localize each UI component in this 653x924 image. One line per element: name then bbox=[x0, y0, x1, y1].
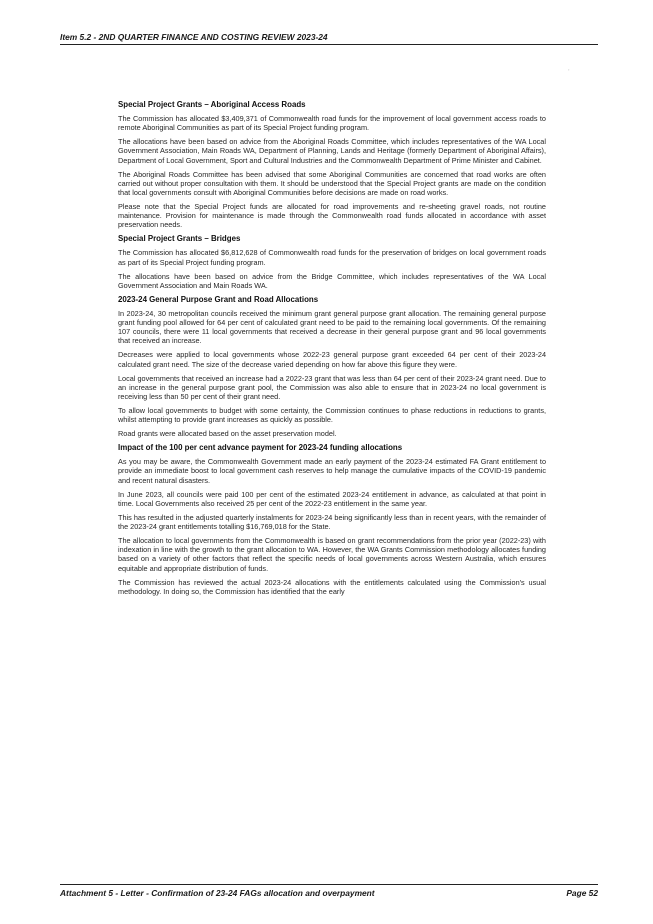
paragraph: The allocation to local governments from the Commonwealth is based on grant recommendations from the prior year (2022-23) with indexation in line with the growth to the grant allocation to WA. However, the WA Grants Commission methodology allocates funding based on a variety of other factors that reflect the specific needs of local governments across Western Australia, which ensures equitable and appropriate distribution of funds. bbox=[118, 536, 546, 573]
section-heading: Impact of the 100 per cent advance payment for 2023-24 funding allocations bbox=[118, 443, 403, 453]
section-aboriginal-access-roads bbox=[118, 100, 546, 230]
paragraph: Decreases were applied to local governments whose 2022-23 general purpose grant exceeded 64 per cent of their 2023-24 calculated grant need. The size of the decrease varied depending on how far above this figure they were. bbox=[118, 350, 546, 369]
section-heading: 2023-24 General Purpose Grant and Road Allocations bbox=[118, 294, 319, 304]
paragraph: The Commission has allocated $3,409,371 of Commonwealth road funds for the improvement of local government access roads to remote Aboriginal Communities as part of its Special Project funding program. bbox=[118, 114, 546, 133]
paragraph: The Commission has allocated $6,812,628 of Commonwealth road funds for the preservation of bridges on local government roads as part of its Special Project funding program. bbox=[118, 248, 546, 267]
paragraph: As you may be aware, the Commonwealth Government made an early payment of the 2023-24 estimated FA Grant entitlement to provide an immediate boost to local government cash reserves to help manage the cumulative impacts of the COVID-19 pandemic and recent natural disasters. bbox=[118, 457, 546, 485]
paragraph: Local governments that received an increase had a 2022-23 grant that was less than 64 per cent of their 2023-24 grant need. Due to an increase in the general purpose grant pool, the Commission was also able to ensure that in 2023-24 no local government is receiving less than 50 per cent of their grant need. bbox=[118, 373, 546, 402]
paragraph: The allocations have been based on advice from the Aboriginal Roads Committee, which includes representatives of the WA Local Government Association, Main Roads WA, Department of Planning, Lands and Heritage (formerly Department of Aboriginal Affairs), Department of Local Government, Sport and Cultural Industries and the Commonwealth Department of Prime Minister and Cabinet. bbox=[118, 137, 546, 165]
paragraph: The allocations have been based on advice from the Bridge Committee, which includes representatives of the WA Local Government Association and Main Roads WA. bbox=[118, 271, 546, 290]
paragraph: In 2023-24, 30 metropolitan councils received the minimum grant general purpose grant allocation. The remaining general purpose grant funding pool allowed for 64 per cent of calculated grant need to be paid to the remaining local governments. Of the remaining 107 councils, there were 11 local governments that received a decrease in their general purpose grant and 96 local governments that received an increase. bbox=[118, 308, 546, 346]
paragraph: In June 2023, all councils were paid 100 per cent of the estimated 2023-24 entitlement in advance, as calculated at that point in time. Local Governments also received 25 per cent of the 2022-23 entitlement in the same year. bbox=[118, 489, 546, 508]
page-footer bbox=[60, 884, 598, 898]
paragraph: This has resulted in the adjusted quarterly instalments for 2023-24 being significantly less than in recent years, with the remainder of the 2023-24 grant entitlements totalling $16,769,018 for the State. bbox=[118, 512, 546, 532]
section-general-purpose-grant bbox=[118, 295, 546, 439]
page-header bbox=[60, 32, 598, 45]
paragraph: The Aboriginal Roads Committee has been advised that some Aboriginal Communities are concerned that road works are often carried out without proper consultation with them. It should be understood that the Special Project grants are made on the condition that local governments consult with Aboriginal Communities before decisions are made on road works. bbox=[118, 169, 546, 198]
paragraph: Road grants were allocated based on the asset preservation model. bbox=[118, 429, 337, 439]
footer-attachment-title: Attachment 5 - Letter - Confirmation of 23-24 FAGs allocation and overpayment bbox=[60, 888, 375, 898]
header-title: Item 5.2 - 2ND QUARTER FINANCE AND COSTING REVIEW 2023-24 bbox=[60, 32, 328, 42]
scan-mark: , bbox=[568, 66, 570, 72]
section-bridges bbox=[118, 234, 546, 290]
paragraph: The Commission has reviewed the actual 2023-24 allocations with the entitlements calculated using the Commission's usual methodology. In doing so, the Commission has identified that the early bbox=[118, 577, 546, 596]
page-number: Page 52 bbox=[566, 888, 598, 898]
section-heading: Special Project Grants – Bridges bbox=[118, 234, 241, 244]
section-heading: Special Project Grants – Aboriginal Access Roads bbox=[118, 100, 306, 109]
paragraph: To allow local governments to budget with some certainty, the Commission continues to phase reductions in reductions to grants, whilst attempting to provide grant increases as quickly as possible. bbox=[118, 406, 546, 425]
document-body bbox=[118, 100, 546, 601]
paragraph: Please note that the Special Project funds are allocated for road improvements and re-sheeting gravel roads, not routine maintenance. Provision for maintenance is made through the Commonwealth road funds allocated in accordance with asset preservation needs. bbox=[118, 202, 546, 230]
section-advance-payment-impact bbox=[118, 443, 546, 596]
